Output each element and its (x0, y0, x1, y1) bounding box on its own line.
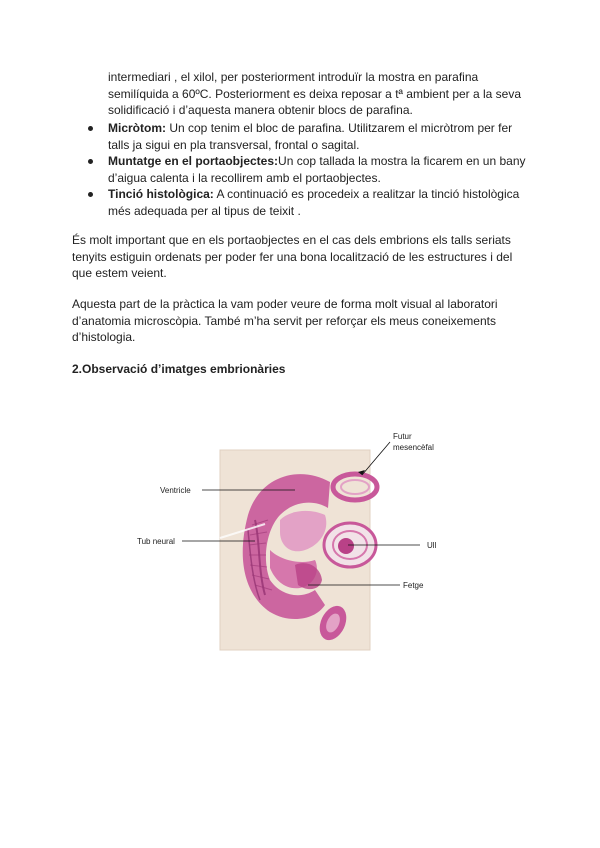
procedure-bullet-list (88, 120, 528, 219)
bullet-term: Tinció histològica: (108, 187, 214, 201)
bullet-term: Micròtom: (108, 121, 166, 135)
bullet-tincio (88, 186, 528, 219)
continuation-paragraph: intermediari , el xilol, per posteriorment introduïr la mostra en parafina semilíquida a 60ºC. Posteriorment es deixa reposar a tª ambient per a la seva solidificació i d’aquesta manera obtenir blocs de parafina. (108, 70, 522, 117)
bullet-dot (88, 192, 93, 197)
section-heading: 2.Observació d’imatges embrionàries (72, 362, 286, 376)
paragraph-ordering: És molt important que en els portaobjectes en el cas dels embrions els talls seriats tenyits estiguin ordenats per poder fer una bona localització de les estructures i del que estem veient. (72, 233, 513, 280)
label-ventricle: Ventricle (160, 486, 191, 495)
label-ull: Ull (427, 541, 437, 550)
bullet-text: Un cop tenim el bloc de parafina. Utilitzarem el micròtrom per fer talls ja sigui en pla transversal, frontal o sagital. (108, 121, 513, 152)
label-mesencefal: mesencèfal (393, 443, 434, 452)
label-fetge: Fetge (403, 581, 424, 590)
bullet-text: Un cop tallada la mostra la ficarem en un bany d’aigua calenta i la recollirem amb el portaobjectes. (108, 154, 526, 185)
embryo-histology-figure (130, 420, 460, 660)
bullet-term: Muntatge en el portaobjectes: (108, 154, 279, 168)
bullet-dot (88, 159, 93, 164)
label-futur: Futur (393, 432, 412, 441)
bullet-text: A continuació es procedeix a realitzar la tinció histològica més adequada per al tipus de teixit . (108, 187, 520, 218)
bullet-microtom (88, 120, 528, 153)
bullet-muntatge (88, 153, 528, 186)
bullet-dot (88, 126, 93, 131)
label-tub-neural: Tub neural (137, 537, 175, 546)
paragraph-lab: Aquesta part de la pràctica la vam poder veure de forma molt visual al laboratori d’anatomia microscòpia. També m’ha servit per reforçar els meus coneixements d’histologia. (72, 297, 498, 344)
